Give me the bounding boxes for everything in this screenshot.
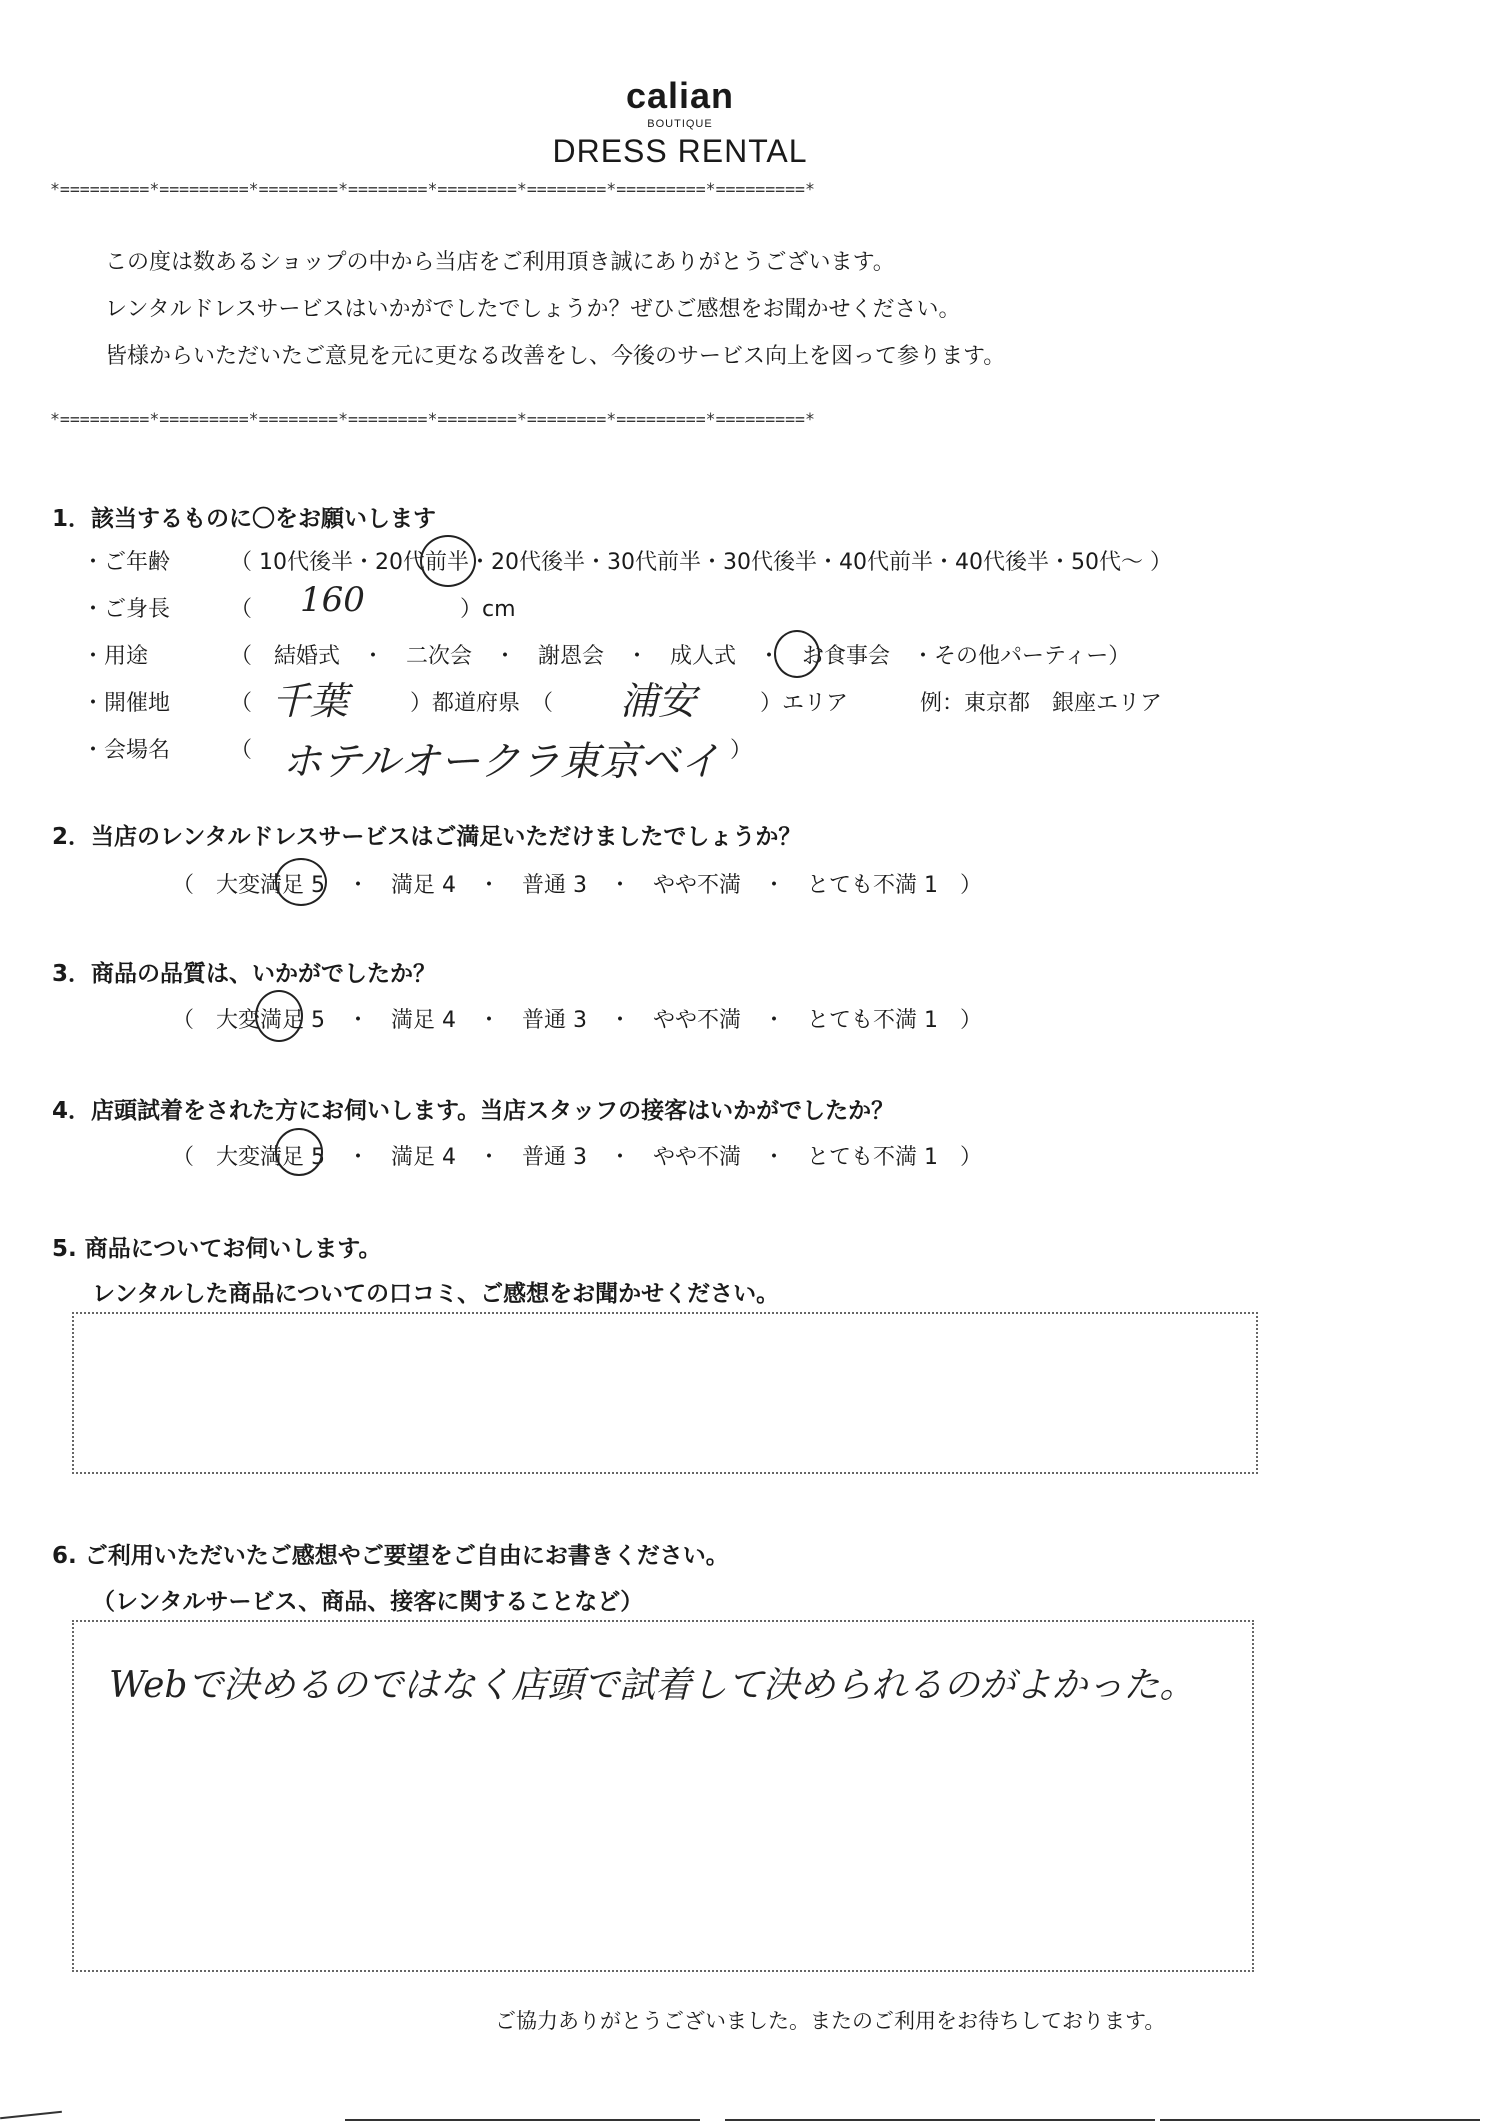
q2-options: （ 大変満足 5 ・ 満足 4 ・ 普通 3 ・ やや不満 ・ とても不満 1 ） xyxy=(172,873,982,898)
venue-name-value: ホテルオークラ東京ベイ xyxy=(282,739,720,785)
brand-logo: calian xyxy=(625,75,735,116)
brand-logo-sub: BOUTIQUE xyxy=(647,118,713,130)
age-label: ・ご年齢 xyxy=(82,550,171,575)
venue-area-label: ・開催地 xyxy=(82,691,171,716)
q3-title: 3．商品の品質は、いかがでしたか？ xyxy=(52,961,437,987)
intro-line-2: レンタルドレスサービスはいかがでしたでしょうか？ぜひご感想をお聞かせください。 xyxy=(105,297,961,322)
scan-line-far-right xyxy=(1160,2119,1480,2121)
scan-mark-left xyxy=(0,2111,62,2119)
q2-selection-mark xyxy=(275,858,327,906)
height-unit: ）cm xyxy=(460,597,516,622)
area-suffix: ）エリア xyxy=(760,691,849,716)
age-selection-mark xyxy=(420,535,476,587)
venue-example: 例：東京都 銀座エリア xyxy=(920,691,1163,716)
venue-name-close: ） xyxy=(730,738,753,763)
purpose-label: ・用途 xyxy=(82,644,149,669)
area-value: 浦安 xyxy=(620,679,697,723)
divider-top: *=========*=========*========*========*========*========*=========*=========* xyxy=(50,180,815,199)
purpose-selection-mark xyxy=(774,630,820,678)
q3-selection-mark xyxy=(255,990,303,1042)
age-options: （ 10代後半・20代前半・20代後半・30代前半・30代後半・40代前半・40代後半・50代～ ） xyxy=(230,550,1172,575)
q5-subtitle: レンタルした商品についての口コミ、ご感想をお聞かせください。 xyxy=(92,1281,780,1307)
venue-name-open: （ xyxy=(230,738,253,763)
q6-answer-text: Webで決めるのではなく店頭で試着して決められるのがよかった。 xyxy=(109,1665,1196,1706)
divider-bottom: *=========*=========*========*========*========*========*=========*=========* xyxy=(50,410,815,429)
q3-options: （ 大変満足 5 ・ 満足 4 ・ 普通 3 ・ やや不満 ・ とても不満 1 ） xyxy=(172,1008,982,1033)
prefecture-value: 千葉 xyxy=(272,679,349,723)
brand-logo-title: DRESS RENTAL xyxy=(552,133,808,169)
venue-area-open: （ xyxy=(230,691,253,716)
q5-answer-box[interactable] xyxy=(72,1312,1258,1474)
q5-answer-text xyxy=(74,1314,1256,1350)
prefecture-suffix: ）都道府県 （ xyxy=(410,691,554,716)
q4-options: （ 大変満足 5 ・ 満足 4 ・ 普通 3 ・ やや不満 ・ とても不満 1 ） xyxy=(172,1145,982,1170)
q5-title: 5. 商品についてお伺いします。 xyxy=(52,1236,382,1262)
q4-selection-mark xyxy=(275,1128,323,1176)
q6-subtitle: （レンタルサービス、商品、接客に関することなど） xyxy=(92,1589,644,1615)
height-open: （ xyxy=(230,597,253,622)
q4-title: 4．店頭試着をされた方にお伺いします。当店スタッフの接客はいかがでしたか？ xyxy=(52,1098,895,1124)
footer-thanks: ご協力ありがとうございました。またのご利用をお待ちしております。 xyxy=(495,2009,1166,2033)
height-value: 160 xyxy=(300,580,365,620)
purpose-options: （ 結婚式 ・ 二次会 ・ 謝恩会 ・ 成人式 ・ お食事会 ・その他パーティー） xyxy=(230,644,1131,669)
scan-line-right xyxy=(725,2119,1155,2121)
height-label: ・ご身長 xyxy=(82,597,171,622)
intro-line-3: 皆様からいただいたご意見を元に更なる改善をし、今後のサービス向上を図って参ります。 xyxy=(105,344,1006,369)
q1-title: 1．該当するものに〇をお願いします xyxy=(52,506,437,532)
q2-title: 2．当店のレンタルドレスサービスはご満足いただけましたでしょうか？ xyxy=(52,824,802,850)
intro-line-1: この度は数あるショップの中から当店をご利用頂き誠にありがとうございます。 xyxy=(105,250,895,275)
venue-name-label: ・会場名 xyxy=(82,738,171,763)
scan-line-middle xyxy=(345,2119,700,2121)
q6-answer-box[interactable] xyxy=(72,1620,1254,1972)
q6-title: 6. ご利用いただいたご感想やご要望をご自由にお書きください。 xyxy=(52,1543,729,1569)
